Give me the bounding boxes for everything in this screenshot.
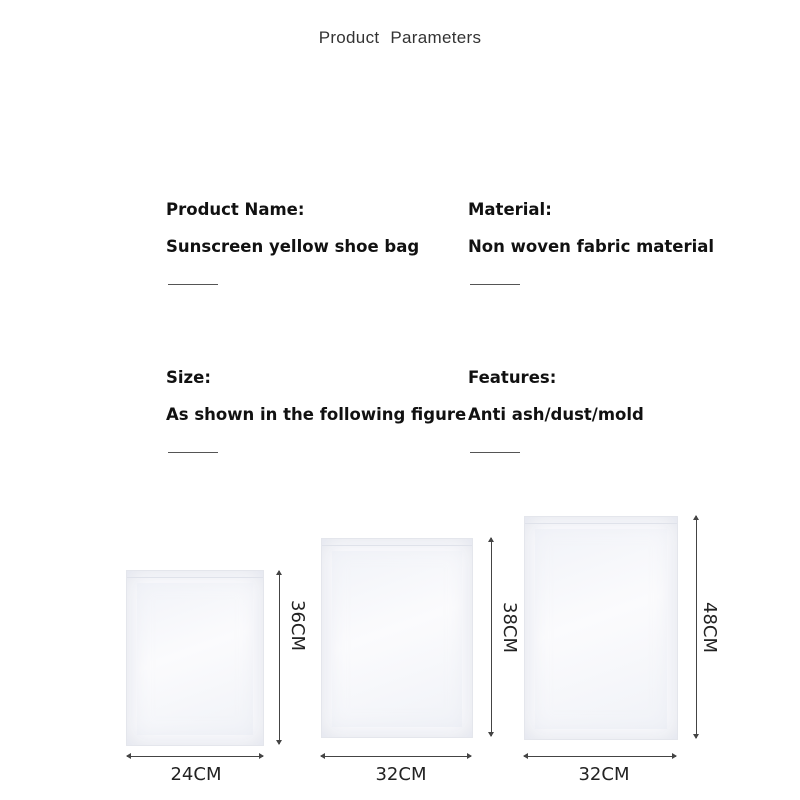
param-label: Material: <box>468 200 552 219</box>
bag-height-label: 48CM <box>699 602 720 654</box>
param-value: Sunscreen yellow shoe bag <box>166 237 420 256</box>
param-label: Size: <box>166 368 211 387</box>
divider <box>168 284 218 285</box>
bag-height-label: 38CM <box>499 602 520 654</box>
param-label: Product Name: <box>166 200 305 219</box>
bag-image-medium <box>321 538 473 738</box>
height-dimension-arrow <box>279 571 280 744</box>
param-value: As shown in the following figure <box>166 405 467 424</box>
param-product-name <box>166 200 466 285</box>
bag-width-label: 24CM <box>170 764 222 785</box>
divider <box>470 452 520 453</box>
param-material <box>468 200 768 285</box>
bag-image-large <box>524 516 678 740</box>
width-dimension-arrow <box>127 756 263 757</box>
width-dimension-arrow <box>321 756 471 757</box>
bag-height-label: 36CM <box>287 600 308 652</box>
param-label: Features: <box>468 368 557 387</box>
param-value: Anti ash/dust/mold <box>468 405 644 424</box>
page-title: Product Parameters <box>318 28 482 47</box>
param-value: Non woven fabric material <box>468 237 715 256</box>
height-dimension-arrow <box>696 516 697 738</box>
width-dimension-arrow <box>524 756 676 757</box>
bag-width-label: 32CM <box>578 764 630 785</box>
param-size <box>166 368 466 453</box>
divider <box>470 284 520 285</box>
param-features <box>468 368 768 453</box>
bag-image-small <box>126 570 264 746</box>
divider <box>168 452 218 453</box>
bag-width-label: 32CM <box>375 764 427 785</box>
height-dimension-arrow <box>491 538 492 736</box>
